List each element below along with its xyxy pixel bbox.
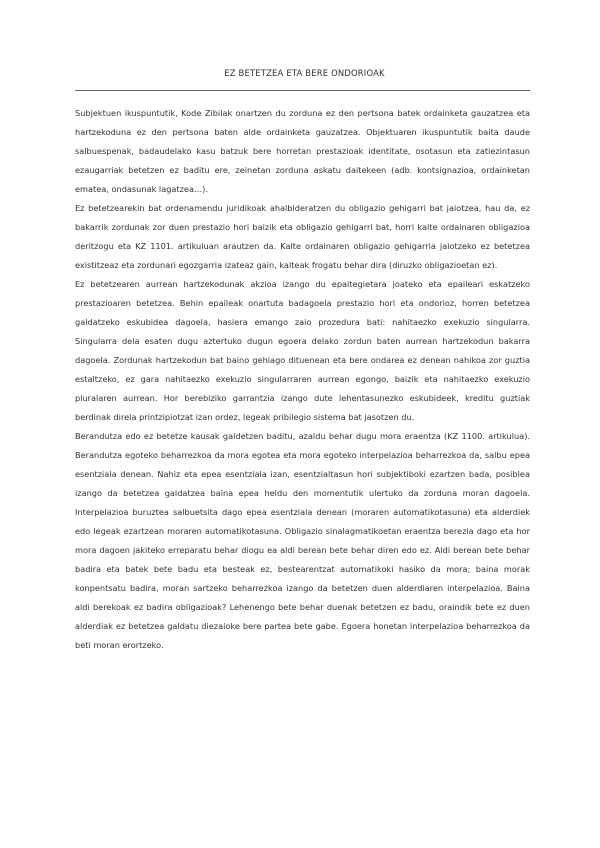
paragraph: Subjektuen ikuspuntutik, Kode Zibilak onartzen du zorduna ez den pertsona batek ordainketa gauzatzea eta hartzekoduna ez den pertsona baten alde ordainketa gauzatzea. Objektuaren ikuspuntutik baita daude salbuespenak, badaudelako kasu batzuk bere horretan prestazioak identitate, osotasun eta zatiezintasun ezaugarriak betetzen ez baditu ere, zeinetan zorduna askatu daitekeen (adb. kontsignazioa, ordainketan ematea, ondasunak lagatzea…). xyxy=(75,108,530,194)
document-body xyxy=(75,104,530,655)
paragraph: Ez betetzearen aurrean hartzekodunak akzioa izango du epaitegietara joateko eta epaileari eskatzeko prestazioaren betetzea. Behin epaileak onartuta badagoela prestazio hori eta ondorioz, horren betetzea galdatzeko eskubidea dagoela, hasiera emango zaio prozedura bati: nahitaezko exekuzio singularra. Singularra dela esaten dugu aztertuko dugun egoera delako zordun baten aurrean hartzekodun bakarra dagoela. Zordunak hartzekodun bat baino gehiago dituenean eta bere ondarea ez denean nahikoa zor guztia estaltzeko, ez gara nahitaezko exekuzio singularraren aurrean egongo, baizik eta nahitaezko exekuzio pluralaren aurrean. Hor berebiziko garrantzia izango dute lehentasunezko eskubideek, kreditu guztiak berdinak direla printzipiotzat izan ordez, legeak pribilegio sistema bat jasotzen du. xyxy=(75,279,530,422)
paragraph: Ez betetzearekin bat ordenamendu juridikoak ahalbideratzen du obligazio gehigarri bat jaiotzea, hau da, ez bakarrik zordunak zor duen prestazio hori baizik eta obligazio gehigarri bat, horri kalte ordainaren obligazioa deritzogu eta KZ 1101. artikuluan arautzen da. Kalte ordainaren obligazio gehigarria jaiotzeko ez betetzea existitzeaz eta zordunari egozgarria izateaz gain, kalteak frogatu behar dira (diruzko obligazioetan ez). xyxy=(75,203,530,270)
title-divider xyxy=(75,90,530,91)
paragraph: Berandutza edo ez betetze kausak galdetzen baditu, azaldu behar dugu mora eraentza (KZ 1100. artikulua). Berandutza egoteko beharrezkoa da mora egotea eta mora egoteko interpelazioa beharrezkoa da, salbu epea esentziala denean. Nahiz eta epea esentziala izan, esentzialtasun hori subjektiboki ezartzen bada, posiblea izango da betetzea galdatzea baina epea heldu den momentutik ulertuko da zorduna moran dagoela. Interpelazioa buruztea salbuetsita dago epea esentziala denean (moraren automatikotasuna) eta alderdiek edo legeak ezartzean moraren automatikotasuna. Obligazio sinalagmatikoetan eraentza berezia dago eta hor mora dagoen jakiteko erreparatu behar diogu ea aldi berean bete behar diren edo ez. Aldi berean bete behar badira eta batek bete badu eta besteak ez, bestearentzat automatikoki hasiko da mora; baina morak konpentsatu badira, moran sartzeko beharrezkoa izango da betetzen duen alderdiaren interpelazioa. Baina aldi berekoak ez badira obligazioak? Lehenengo bete behar duenak betetzen ez badu, oraindik bete ez duen alderdiak ez betetzea galdatu diezaioke bere partea bete gabe. Egoera honetan interpelazioa beharrezkoa da beti moran erortzeko. xyxy=(75,431,530,650)
document-title: EZ BETETZEA ETA BERE ONDORIOAK xyxy=(224,68,385,78)
